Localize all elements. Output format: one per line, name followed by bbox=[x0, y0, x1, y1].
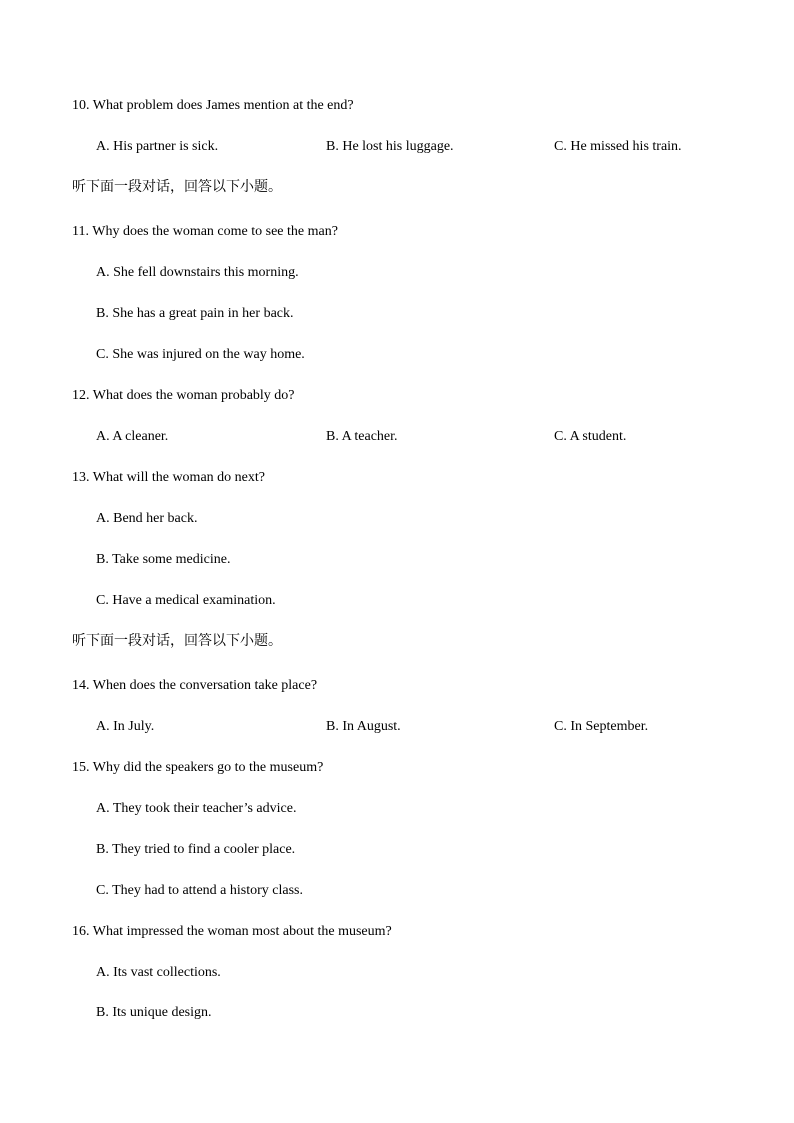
q13-option-a: A. Bend her back. bbox=[96, 511, 198, 526]
q11-option-c: C. She was injured on the way home. bbox=[96, 347, 305, 362]
q14-option-c: C. In September. bbox=[554, 719, 649, 734]
question-16: 16. What impressed the woman most about the museum? bbox=[72, 924, 392, 939]
question-14: 14. When does the conversation take place? bbox=[72, 678, 318, 693]
q10-option-b: B. He lost his luggage. bbox=[326, 139, 454, 154]
q15-option-c: C. They had to attend a history class. bbox=[96, 883, 303, 898]
question-11: 11. Why does the woman come to see the man? bbox=[72, 224, 338, 239]
q13-option-c: C. Have a medical examination. bbox=[96, 593, 276, 608]
q11-option-b: B. She has a great pain in her back. bbox=[96, 306, 294, 321]
q16-option-a: A. Its vast collections. bbox=[96, 965, 221, 980]
q14-option-a: A. In July. bbox=[96, 719, 155, 734]
section-heading-2: 听下面一段对话，回答以下小题。 bbox=[72, 633, 282, 649]
q15-option-a: A. They took their teacher’s advice. bbox=[96, 801, 297, 816]
q11-option-a: A. She fell downstairs this morning. bbox=[96, 265, 299, 280]
q14-option-b: B. In August. bbox=[326, 719, 401, 734]
question-12: 12. What does the woman probably do? bbox=[72, 388, 295, 403]
q13-option-b: B. Take some medicine. bbox=[96, 552, 231, 567]
q16-option-b: B. Its unique design. bbox=[96, 1005, 212, 1020]
q10-option-a: A. His partner is sick. bbox=[96, 139, 219, 154]
q15-option-b: B. They tried to find a cooler place. bbox=[96, 842, 296, 857]
question-13: 13. What will the woman do next? bbox=[72, 470, 265, 485]
q12-option-c: C. A student. bbox=[554, 429, 627, 444]
q12-option-b: B. A teacher. bbox=[326, 429, 398, 444]
q10-option-c: C. He missed his train. bbox=[554, 139, 682, 154]
question-15: 15. Why did the speakers go to the museum? bbox=[72, 760, 324, 775]
section-heading-1: 听下面一段对话，回答以下小题。 bbox=[72, 179, 282, 195]
question-10: 10. What problem does James mention at the end? bbox=[72, 98, 354, 113]
q12-option-a: A. A cleaner. bbox=[96, 429, 169, 444]
